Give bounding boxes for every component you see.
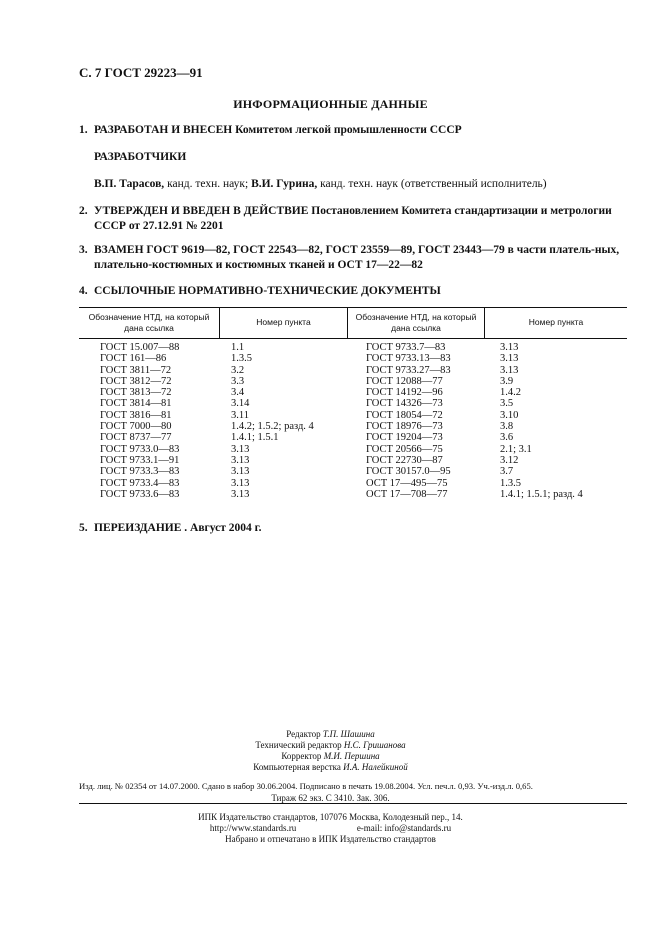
clause-number: 1.4.1; 1.5.1; разд. 4 xyxy=(500,488,583,500)
item-text: Комитетом легкой промышленности СССР xyxy=(235,124,462,136)
table-body xyxy=(79,342,627,500)
ntd-designation: ОСТ 17—708—77 xyxy=(366,488,448,500)
clause-number: 3.5 xyxy=(500,398,514,410)
publisher-address: ИПК Издательство стандартов, 107076 Москва, Колодезный пер., 14. xyxy=(198,812,463,822)
clause-number: 3.13 xyxy=(231,466,250,478)
table-row xyxy=(79,376,627,387)
ntd-designation: ГОСТ 15.007—88 xyxy=(100,342,180,353)
table-row xyxy=(79,410,627,421)
developer-name: В.П. Тарасов, xyxy=(94,178,165,190)
ntd-designation: ГОСТ 20566—75 xyxy=(366,443,443,455)
table-row xyxy=(79,365,627,376)
table-row xyxy=(79,398,627,409)
table-row xyxy=(79,455,627,466)
clause-number: 3.13 xyxy=(231,477,250,489)
ntd-designation: ГОСТ 7000—80 xyxy=(100,421,172,433)
table-row xyxy=(79,466,627,477)
developer-name: В.И. Гурина, xyxy=(251,178,318,190)
table-header-cell: Обозначение НТД, на который дана ссылка xyxy=(355,311,477,333)
item-number: 5. xyxy=(79,522,88,534)
clause-number: 1.4.2 xyxy=(500,387,521,399)
footer-rule xyxy=(79,803,627,804)
ntd-designation: ГОСТ 30157.0—95 xyxy=(366,466,451,478)
table-row xyxy=(79,353,627,364)
credit-editor: Редактор Т.П. Шашина xyxy=(286,729,375,739)
imprint-line: Изд. лиц. № 02354 от 14.07.2000. Сдано в набор 30.06.2004. Подписано в печать 19.08.2004. Усл. печ.л. 0,93. Уч.-изд.л. 0,65. xyxy=(79,781,533,791)
clause-number: 3.13 xyxy=(231,454,250,466)
page-header: С. 7 ГОСТ 29223—91 xyxy=(79,65,203,80)
clause-number: 3.13 xyxy=(500,353,519,365)
item-text: ССЫЛОЧНЫЕ НОРМАТИВНО-ТЕХНИЧЕСКИЕ ДОКУМЕНТЫ xyxy=(94,285,441,297)
publisher-contacts xyxy=(0,823,661,834)
clause-number: 3.4 xyxy=(231,387,245,399)
ntd-designation: ГОСТ 3816—81 xyxy=(100,409,172,421)
table-row xyxy=(79,444,627,455)
table-header-cell: Обозначение НТД, на который дана ссылка xyxy=(88,311,210,333)
clause-number: 1.1 xyxy=(231,342,245,353)
ntd-designation: ГОСТ 9733.0—83 xyxy=(100,443,180,455)
ntd-designation: ГОСТ 12088—77 xyxy=(366,375,443,387)
ntd-designation: ГОСТ 9733.1—91 xyxy=(100,454,180,466)
ntd-designation: ГОСТ 3813—72 xyxy=(100,387,172,399)
item-number: 2. xyxy=(79,205,88,217)
developers-title: РАЗРАБОТЧИКИ xyxy=(94,151,187,163)
clause-number: 3.10 xyxy=(500,409,519,421)
ntd-designation: ГОСТ 9733.3—83 xyxy=(100,466,180,478)
ntd-designation: ГОСТ 9733.13—83 xyxy=(366,353,451,365)
ntd-designation: ГОСТ 9733.27—83 xyxy=(366,364,451,376)
clause-number: 3.9 xyxy=(500,375,514,387)
credit-layout: Компьютерная верстка И.А. Налейкиной xyxy=(253,762,408,772)
clause-number: 1.3.5 xyxy=(231,353,252,365)
table-row xyxy=(79,342,627,353)
item-text: ПЕРЕИЗДАНИЕ . Август 2004 г. xyxy=(94,522,262,534)
clause-number: 1.4.1; 1.5.1 xyxy=(231,432,279,444)
ntd-designation: ГОСТ 9733.6—83 xyxy=(100,488,180,500)
item-text: Постановлением Комитета стандартизации и метрологии СССР от 27.12.91 № 2201 xyxy=(94,205,612,232)
clause-number: 3.7 xyxy=(500,466,514,478)
credit-corrector: Корректор М.И. Першина xyxy=(281,751,380,761)
ntd-designation: ГОСТ 18976—73 xyxy=(366,421,443,433)
clause-number: 3.13 xyxy=(231,488,250,500)
ntd-designation: ГОСТ 9733.4—83 xyxy=(100,477,180,489)
section-title: ИНФОРМАЦИОННЫЕ ДАННЫЕ xyxy=(233,97,428,111)
item-lead: РАЗРАБОТАН И ВНЕСЕН xyxy=(94,124,233,136)
clause-number: 3.3 xyxy=(231,375,245,387)
clause-number: 3.14 xyxy=(231,398,250,410)
developers-list xyxy=(94,177,547,192)
ntd-designation: ГОСТ 19204—73 xyxy=(366,432,443,444)
table-header-cell: Номер пункта xyxy=(528,317,584,327)
item-number: 4. xyxy=(79,285,88,297)
table-header-cell: Номер пункта xyxy=(256,317,311,327)
ntd-designation: ОСТ 17—495—75 xyxy=(366,477,448,489)
clause-number: 3.12 xyxy=(500,454,519,466)
table-row xyxy=(79,478,627,489)
item-lead: УТВЕРЖДЕН И ВВЕДЕН В ДЕЙСТВИЕ xyxy=(94,205,309,217)
clause-number: 3.2 xyxy=(231,364,245,376)
ntd-designation: ГОСТ 3811—72 xyxy=(100,364,172,376)
clause-number: 3.13 xyxy=(500,364,519,376)
clause-number: 1.4.2; 1.5.2; разд. 4 xyxy=(231,421,314,433)
table-row xyxy=(79,387,627,398)
ntd-designation: ГОСТ 8737—77 xyxy=(100,432,172,444)
item-number: 3. xyxy=(79,244,88,256)
ntd-designation: ГОСТ 18054—72 xyxy=(366,409,443,421)
table-row xyxy=(79,489,627,500)
clause-number: 1.3.5 xyxy=(500,477,521,489)
clause-number: 3.11 xyxy=(231,409,249,421)
ntd-designation: ГОСТ 161—86 xyxy=(100,353,167,365)
item-number: 1. xyxy=(79,124,88,136)
ntd-designation: ГОСТ 22730—87 xyxy=(366,454,443,466)
developer-degree: канд. техн. наук (ответственный исполнитель) xyxy=(317,178,547,190)
publisher-printed: Набрано и отпечатано в ИПК Издательство стандартов xyxy=(225,834,436,844)
table-row xyxy=(79,432,627,443)
ntd-designation: ГОСТ 14192—96 xyxy=(366,387,443,399)
ntd-designation: ГОСТ 9733.7—83 xyxy=(366,342,446,353)
developer-degree: канд. техн. наук; xyxy=(164,178,252,190)
ntd-designation: ГОСТ 14326—73 xyxy=(366,398,443,410)
clause-number: 3.13 xyxy=(231,443,250,455)
publisher-email[interactable]: e-mail: info@standards.ru xyxy=(356,823,452,833)
imprint-print-run: Тираж 62 экз. С 3410. Зак. 306. xyxy=(271,793,390,803)
item-text: ВЗАМЕН ГОСТ 9619—82, ГОСТ 22543—82, ГОСТ 23559—89, ГОСТ 23443—79 в части платель-ных, плательно-костюмных и костюмных тканей и ОСТ 17—22—82 xyxy=(94,244,620,271)
ntd-designation: ГОСТ 3812—72 xyxy=(100,375,172,387)
clause-number: 3.6 xyxy=(500,432,514,444)
clause-number: 2.1; 3.1 xyxy=(500,443,532,455)
ntd-designation: ГОСТ 3814—81 xyxy=(100,398,172,410)
publisher-website[interactable]: http://www.standards.ru xyxy=(209,823,297,833)
credit-tech-editor: Технический редактор Н.С. Гришанова xyxy=(255,740,406,750)
table-header-rule xyxy=(79,338,627,339)
clause-number: 3.8 xyxy=(500,421,514,433)
table-row xyxy=(79,421,627,432)
clause-number: 3.13 xyxy=(500,342,519,353)
